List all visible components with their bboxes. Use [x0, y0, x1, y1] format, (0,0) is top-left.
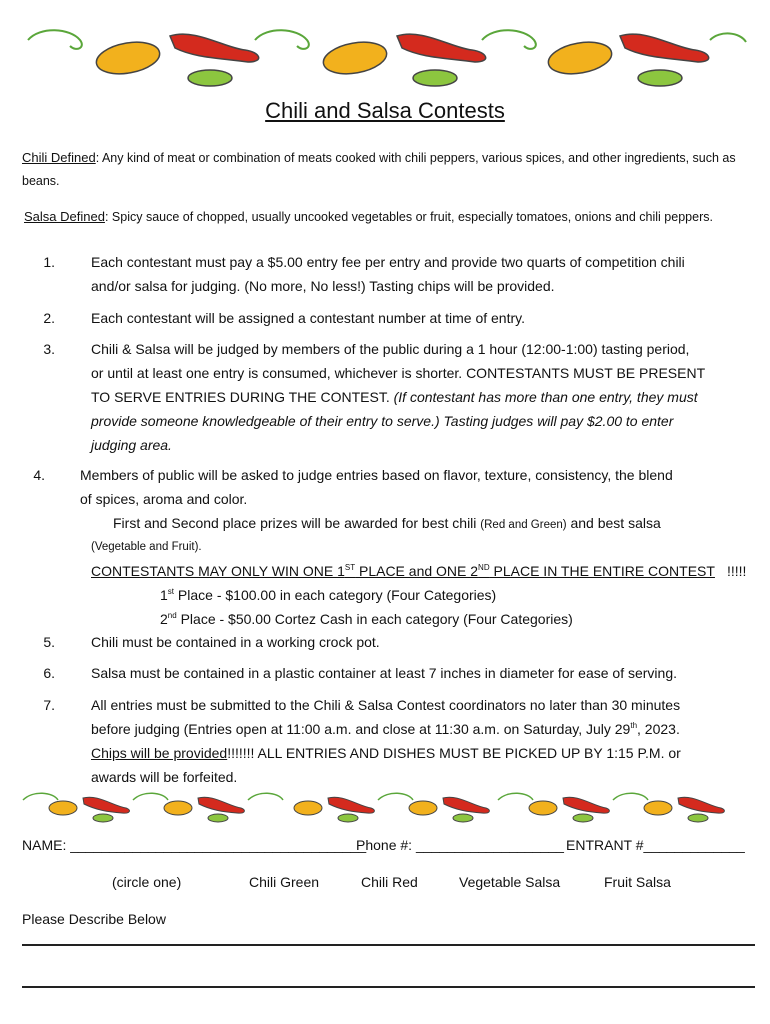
chili-defined-label: Chili Defined — [22, 150, 96, 165]
superscript: ND — [478, 563, 490, 572]
rule-text: (Vegetable and Fruit). — [91, 541, 202, 553]
pepper-group-3 — [482, 30, 746, 86]
phone-field[interactable]: Phone #: ___________________ — [356, 837, 564, 853]
pepper-banner-top — [20, 18, 750, 88]
chili-definition — [22, 146, 752, 193]
rule-text: Salsa must be contained in a plastic container at least 7 inches in diameter for ease of serving. — [91, 665, 677, 681]
rule-text: !!!!! — [727, 563, 747, 579]
rule-text: Each contestant must pay a $5.00 entry fee per entry and provide two quarts of competition chili — [91, 254, 685, 270]
rule-number: 1. — [43, 254, 55, 270]
rule-text — [91, 385, 698, 409]
rule-text: Chili & Salsa will be judged by members of the public during a 1 hour (12:00-1:00) tasting period, — [91, 341, 690, 357]
rule-text — [91, 717, 680, 741]
entrant-field[interactable]: ENTRANT #_____________ — [566, 837, 745, 853]
rule-text-part: , 2023. — [637, 721, 680, 737]
rule-text-part: and best salsa — [566, 515, 661, 531]
rule-text — [91, 741, 681, 765]
rule-text — [113, 511, 661, 537]
salsa-defined-label: Salsa Defined — [24, 209, 105, 224]
pepper-row — [23, 793, 724, 822]
rule-text-part: Place - $100.00 in each category (Four Categories) — [174, 587, 497, 603]
name-field[interactable]: NAME: ______________________________________ — [22, 837, 367, 853]
rule-text-small: (Red and Green) — [480, 519, 567, 531]
rule-text: Members of public will be asked to judge entries based on flavor, texture, consistency, the blend — [80, 467, 673, 483]
option-vegetable-salsa[interactable]: Vegetable Salsa — [459, 874, 561, 890]
prize-second — [160, 607, 573, 631]
rule-text-part: 1 — [160, 587, 168, 603]
rule-text-italic: (If contestant has more than one entry, they must — [393, 389, 698, 405]
rule-number: 7. — [43, 697, 55, 713]
salsa-defined-text: : Spicy sauce of chopped, usually uncooked vegetables or fruit, especially tomatoes, onions and chili peppers. — [104, 210, 713, 224]
rule-text: provide someone knowledgeable of their entry to serve.) Tasting judges will pay $2.00 to enter — [91, 413, 674, 429]
rule-text: judging area. — [91, 437, 172, 453]
rule-text: Each contestant will be assigned a contestant number at time of entry. — [91, 310, 525, 326]
rule-text-part: Place - $50.00 Cortez Cash in each category (Four Categories) — [176, 611, 573, 627]
describe-line-1[interactable] — [22, 944, 755, 946]
salsa-definition — [24, 205, 754, 229]
pepper-banner-bottom — [18, 788, 748, 824]
option-chili-red[interactable]: Chili Red — [361, 874, 418, 890]
superscript: nd — [167, 611, 177, 620]
option-fruit-salsa[interactable]: Fruit Salsa — [604, 874, 671, 890]
rule-text: All entries must be submitted to the Chili & Salsa Contest coordinators no later than 30 minutes — [91, 697, 681, 713]
rule-text: Chili must be contained in a working crock pot. — [91, 634, 380, 650]
rule-text-part: before judging (Entries open at 11:00 a.m. and close at 11:30 a.m. on Saturday, July 29 — [91, 721, 631, 737]
rule-number: 4. — [33, 467, 45, 483]
option-chili-green[interactable]: Chili Green — [249, 874, 320, 890]
rule-text — [91, 559, 715, 583]
rule-text: of spices, aroma and color. — [80, 491, 248, 507]
superscript: ST — [344, 563, 356, 572]
superscript: st — [167, 587, 175, 596]
rule-text-part: PLACE and ONE 2 — [355, 563, 479, 579]
pepper-group-1 — [28, 30, 259, 86]
rule-number: 5. — [43, 634, 55, 650]
rule-text: and/or salsa for judging. (No more, No less!) Tasting chips will be provided. — [91, 278, 555, 294]
rule-text: awards will be forfeited. — [91, 769, 238, 785]
superscript: th — [630, 721, 638, 730]
rule-text-part: TO SERVE ENTRIES DURING THE CONTEST. — [91, 389, 394, 405]
rule-number: 3. — [43, 341, 55, 357]
page-title: Chili and Salsa Contests — [265, 98, 505, 123]
rule-text: or until at least one entry is consumed, whichever is shorter. CONTESTANTS MUST BE PRESENT — [91, 365, 706, 381]
describe-line-2[interactable] — [22, 986, 755, 988]
rule-text-part: PLACE IN THE ENTIRE CONTEST — [489, 563, 715, 579]
describe-label: Please Describe Below — [22, 911, 166, 927]
chili-defined-text: : Any kind of meat or combination of meats cooked with chili peppers, various spices, and other ingredients, such as beans. — [22, 151, 736, 188]
prize-first — [160, 583, 496, 607]
rule-text-part: CONTESTANTS MAY ONLY WIN ONE 1 — [91, 563, 345, 579]
pepper-group-2 — [255, 30, 486, 86]
rule-text-part: !!!!!!! ALL ENTRIES AND DISHES MUST BE PICKED UP BY 1:15 P.M. or — [227, 745, 681, 761]
rule-text-part: 2 — [160, 611, 168, 627]
rule-number: 6. — [43, 665, 55, 681]
rule-text-underlined: Chips will be provided — [91, 745, 228, 761]
circle-one-label: (circle one) — [112, 874, 182, 890]
rule-number: 2. — [43, 310, 55, 326]
rule-text-part: First and Second place prizes will be awarded for best chili — [113, 515, 481, 531]
